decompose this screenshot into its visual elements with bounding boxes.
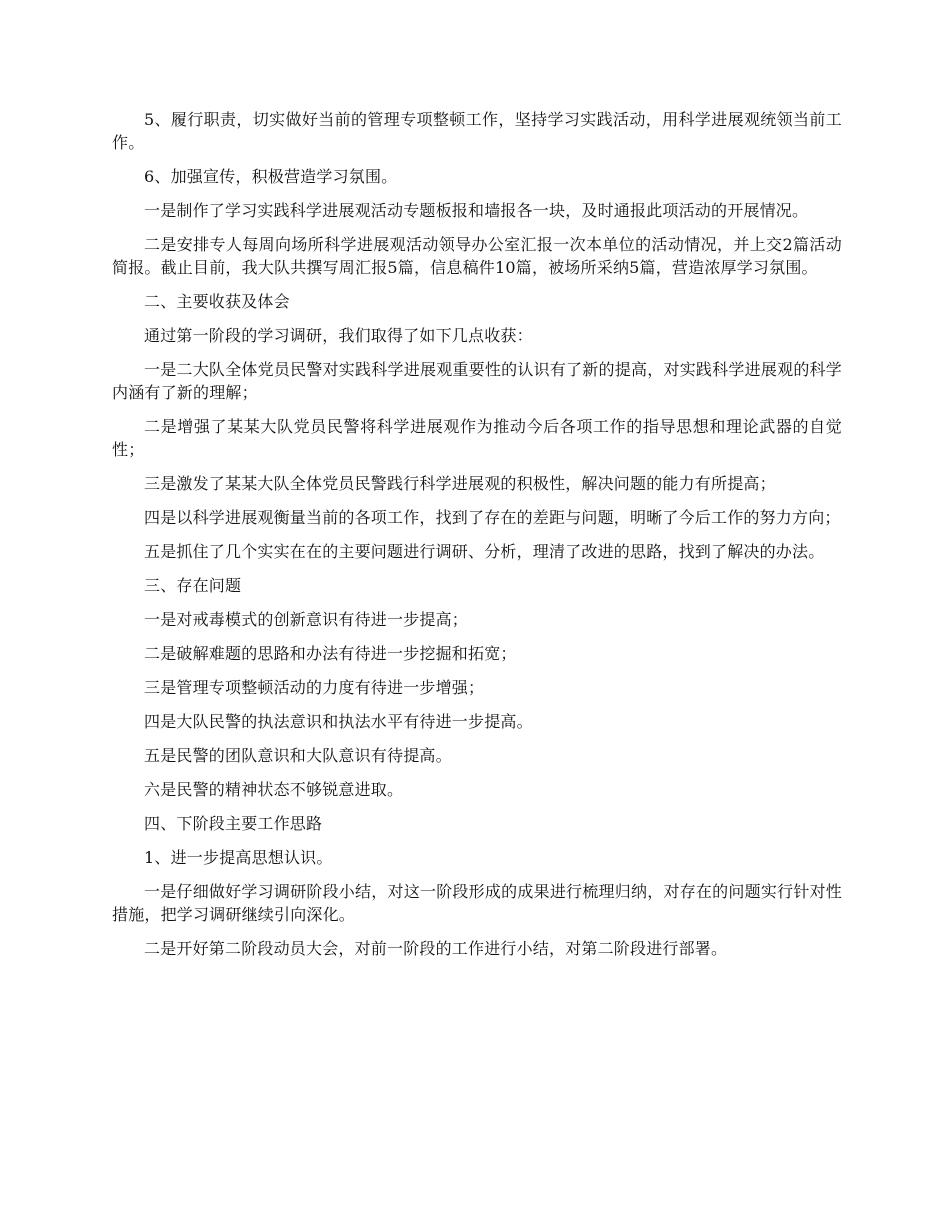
section-heading-gains: 二、主要收获及体会 <box>144 292 290 311</box>
paragraph-problem-4: 四是大队民警的执法意识和执法水平有待进一步提高。 <box>144 712 533 731</box>
paragraph-next-1: 一是仔细做好学习调研阶段小结，对这一阶段形成的成果进行梳理归纳，对存在的问题实行针对性措施，把学习调研继续引向深化。 <box>112 882 842 924</box>
paragraph-duty: 5、履行职责，切实做好当前的管理专项整顿工作，坚持学习实践活动，用科学进展观统领当前工作。 <box>112 110 842 152</box>
paragraph-board-report: 一是制作了学习实践科学进展观活动专题板报和墙报各一块，及时通报此项活动的开展情况。 <box>144 201 809 220</box>
paragraph-weekly-report: 二是安排专人每周向场所科学进展观活动领导办公室汇报一次本单位的活动情况，并上交2篇活动简报。截止目前，我大队共撰写周汇报5篇，信息稿件10篇，被场所采纳5篇，营造浓厚学习氛围。 <box>112 235 842 277</box>
section-heading-problems: 三、存在问题 <box>144 576 242 595</box>
section-heading-next-steps: 四、下阶段主要工作思路 <box>144 814 323 833</box>
paragraph-gain-4: 四是以科学进展观衡量当前的各项工作，找到了存在的差距与问题，明晰了今后工作的努力方向； <box>144 508 841 527</box>
paragraph-problem-5: 五是民警的团队意识和大队意识有待提高。 <box>144 746 452 765</box>
paragraph-problem-2: 二是破解难题的思路和办法有待进一步挖掘和拓宽； <box>144 644 517 663</box>
document-body <box>112 108 842 971</box>
subheading-awareness: 1、进一步提高思想认识。 <box>144 848 333 867</box>
paragraph-problem-3: 三是管理专项整顿活动的力度有待进一步增强； <box>144 678 485 697</box>
paragraph-gain-3: 三是激发了某某大队全体党员民警践行科学进展观的积极性，解决问题的能力有所提高； <box>144 474 776 493</box>
paragraph-problem-6: 六是民警的精神状态不够锐意进取。 <box>144 780 404 799</box>
paragraph-publicity: 6、加强宣传，积极营造学习氛围。 <box>144 167 398 186</box>
paragraph-gain-2: 二是增强了某某大队党员民警将科学进展观作为推动今后各项工作的指导思想和理论武器的自觉性； <box>112 417 842 459</box>
paragraph-gain-1: 一是二大队全体党员民警对实践科学进展观重要性的认识有了新的提高，对实践科学进展观的科学内涵有了新的理解； <box>112 360 842 402</box>
paragraph-problem-1: 一是对戒毒模式的创新意识有待进一步提高； <box>144 610 469 629</box>
paragraph-gains-intro: 通过第一阶段的学习调研，我们取得了如下几点收获： <box>144 326 533 345</box>
paragraph-gain-5: 五是抓住了几个实实在在的主要问题进行调研、分析，理清了改进的思路，找到了解决的办法。 <box>144 542 825 561</box>
paragraph-next-2: 二是开好第二阶段动员大会，对前一阶段的工作进行小结，对第二阶段进行部署。 <box>144 939 728 958</box>
